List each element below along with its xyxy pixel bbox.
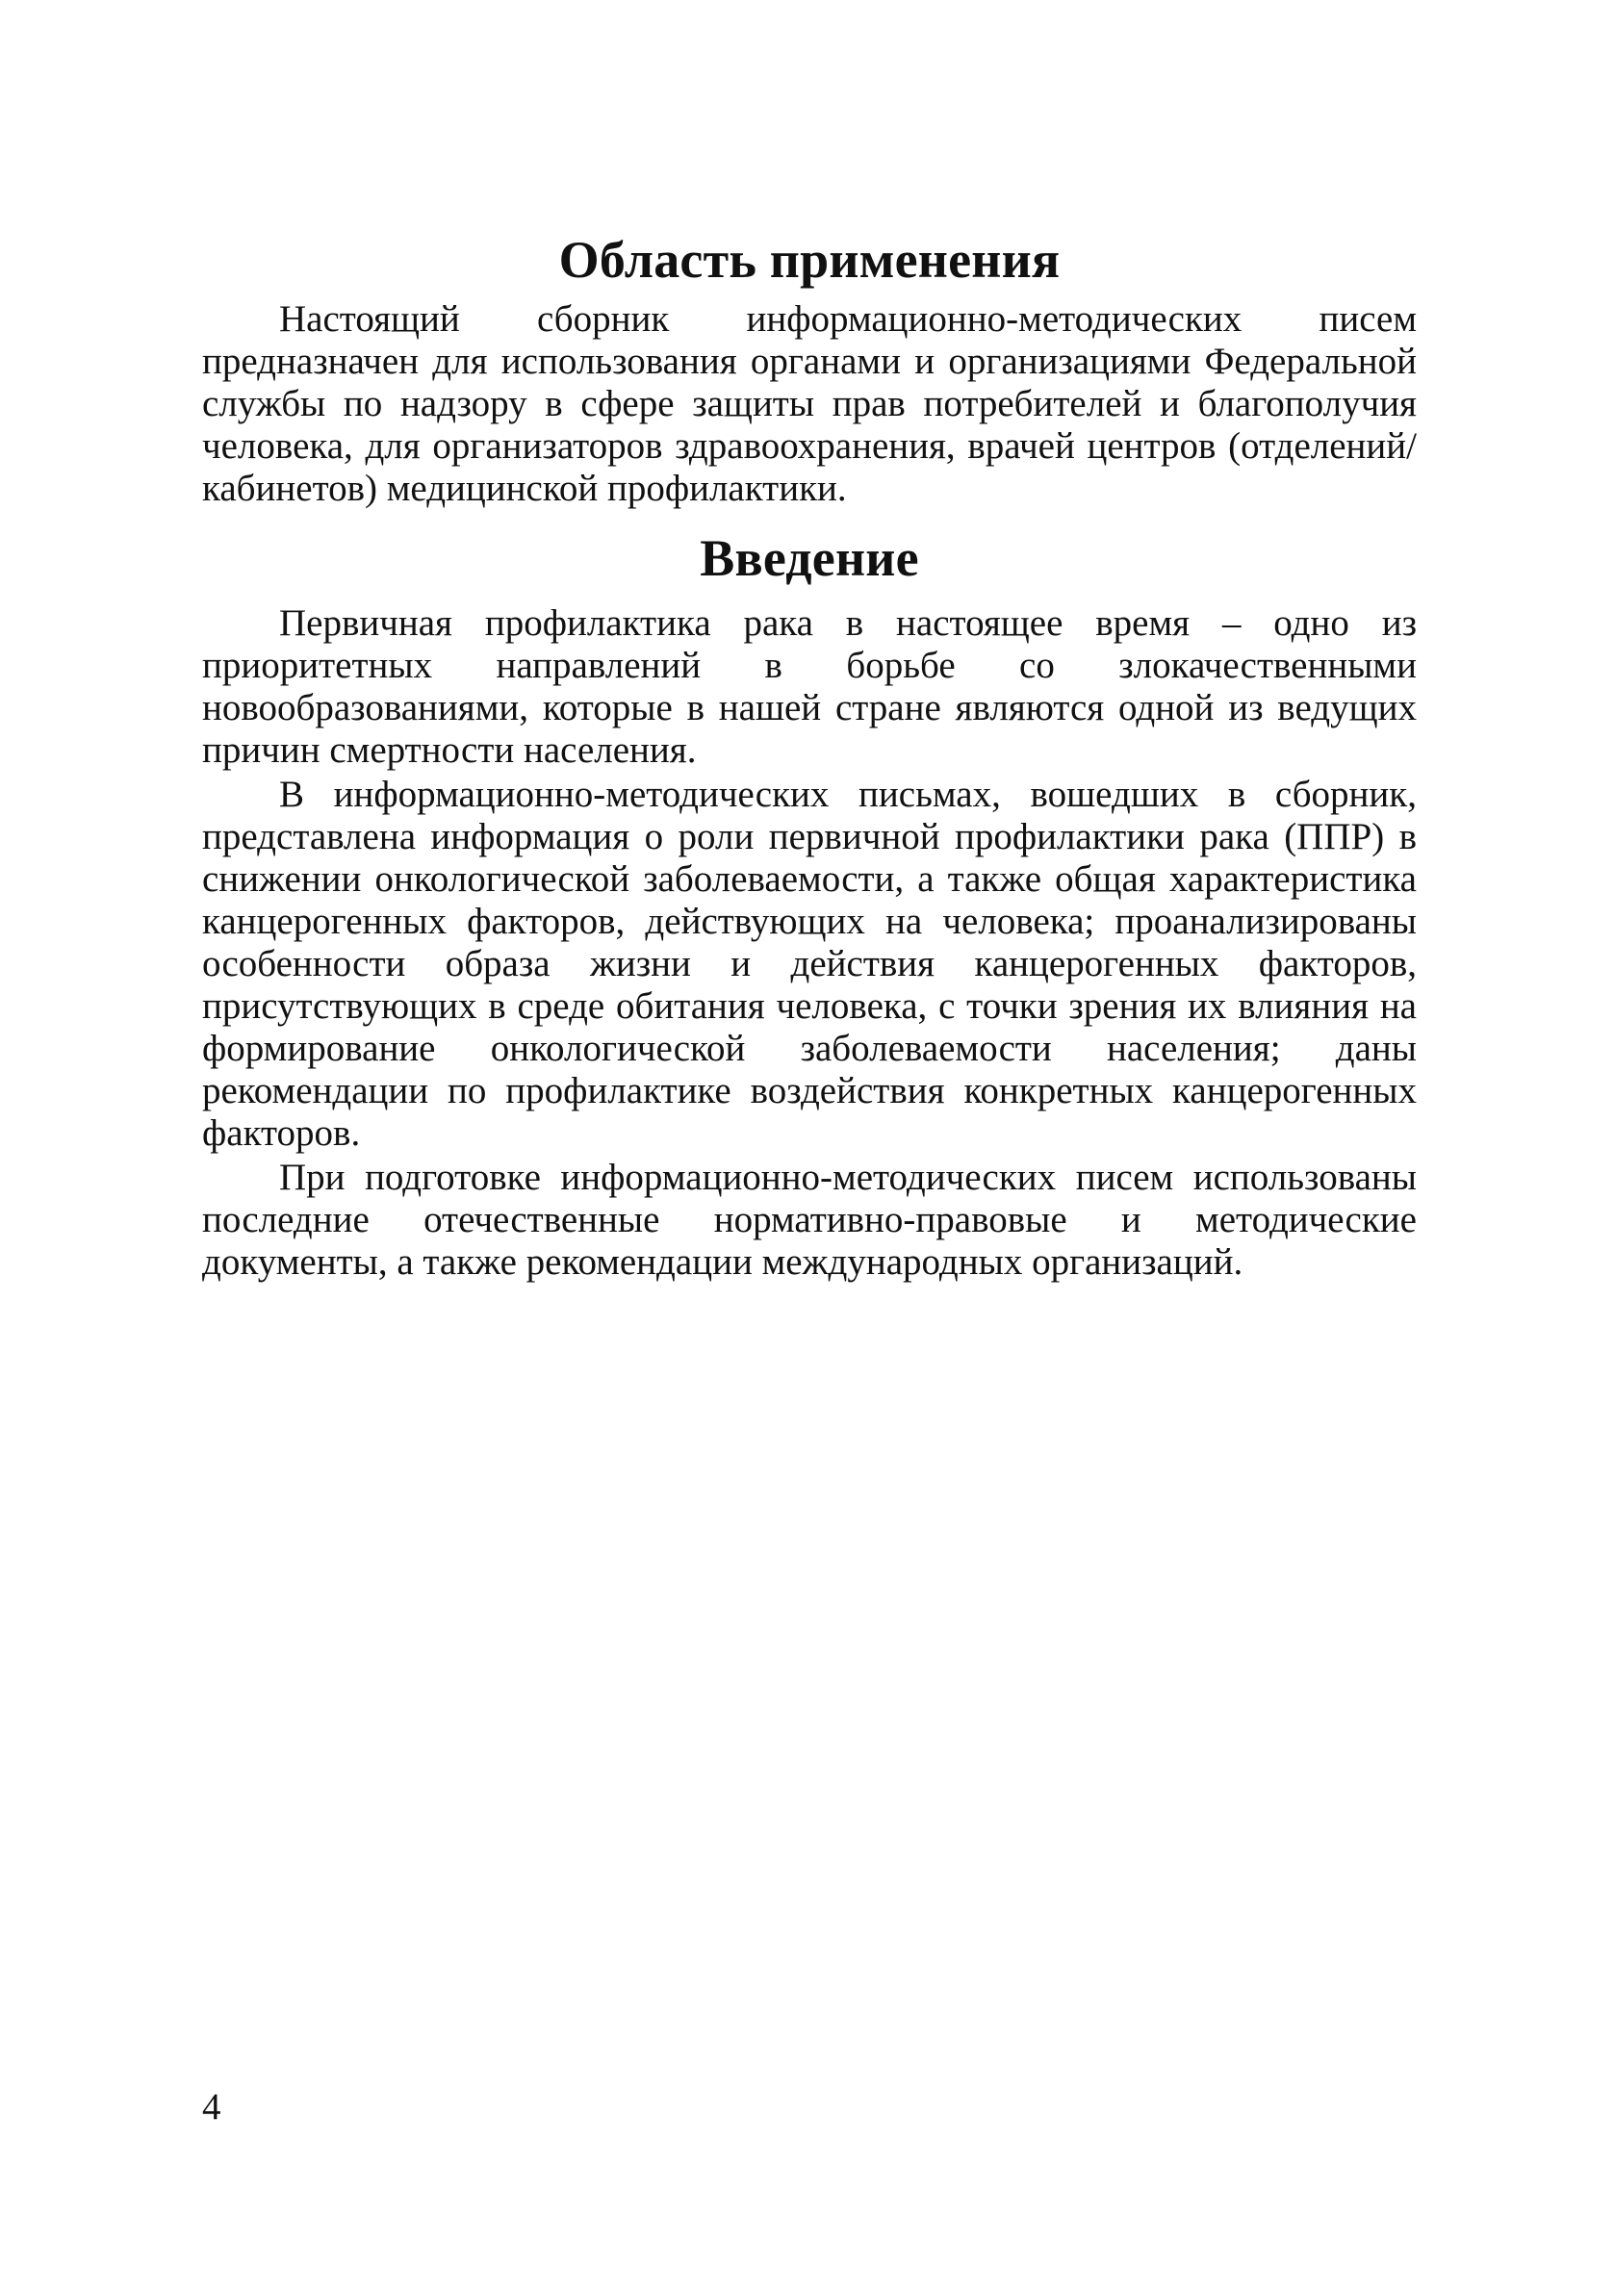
section-title-introduction: Введение bbox=[700, 529, 919, 587]
introduction-paragraph-1: Первичная профилактика рака в настоящее время – одно из приоритетных направлений в борьбе со злокачественными новообразованиями, которые в нашей стране являются одной из ведущих причин смертности населения. bbox=[202, 602, 1417, 771]
introduction-paragraph-2: В информационно-методических письмах, вошедших в сборник, представлена информация о роли первичной профилактики рака (ППР) в снижении онкологической заболеваемости, а также общая характеристика канцерогенных факторов, действующих на человека; проанализированы особенности образа жизни и действия канцерогенных факторов, присутствующих в среде обитания человека, с точки зрения их влияния на формирование онкологической заболеваемости населения; даны рекомендации по профилактике воздействия конкретных канцерогенных факторов. bbox=[202, 774, 1417, 1154]
page-content bbox=[202, 229, 1417, 1284]
page-number: 4 bbox=[202, 2086, 221, 2128]
section-title-scope: Область применения bbox=[558, 231, 1061, 289]
scope-paragraph: Настоящий сборник информационно-методических писем предназначен для использования органами и организациями Федеральной службы по надзору в сфере защиты прав потребителей и благополучия человека, для организаторов здравоохранения, врачей центров (отделений/кабинетов) медицинской профилактики. bbox=[202, 298, 1417, 509]
introduction-paragraph-3: При подготовке информационно-методических писем использованы последние отечественные нормативно-правовые и методические документы, а также рекомендации международных организаций. bbox=[202, 1157, 1417, 1283]
